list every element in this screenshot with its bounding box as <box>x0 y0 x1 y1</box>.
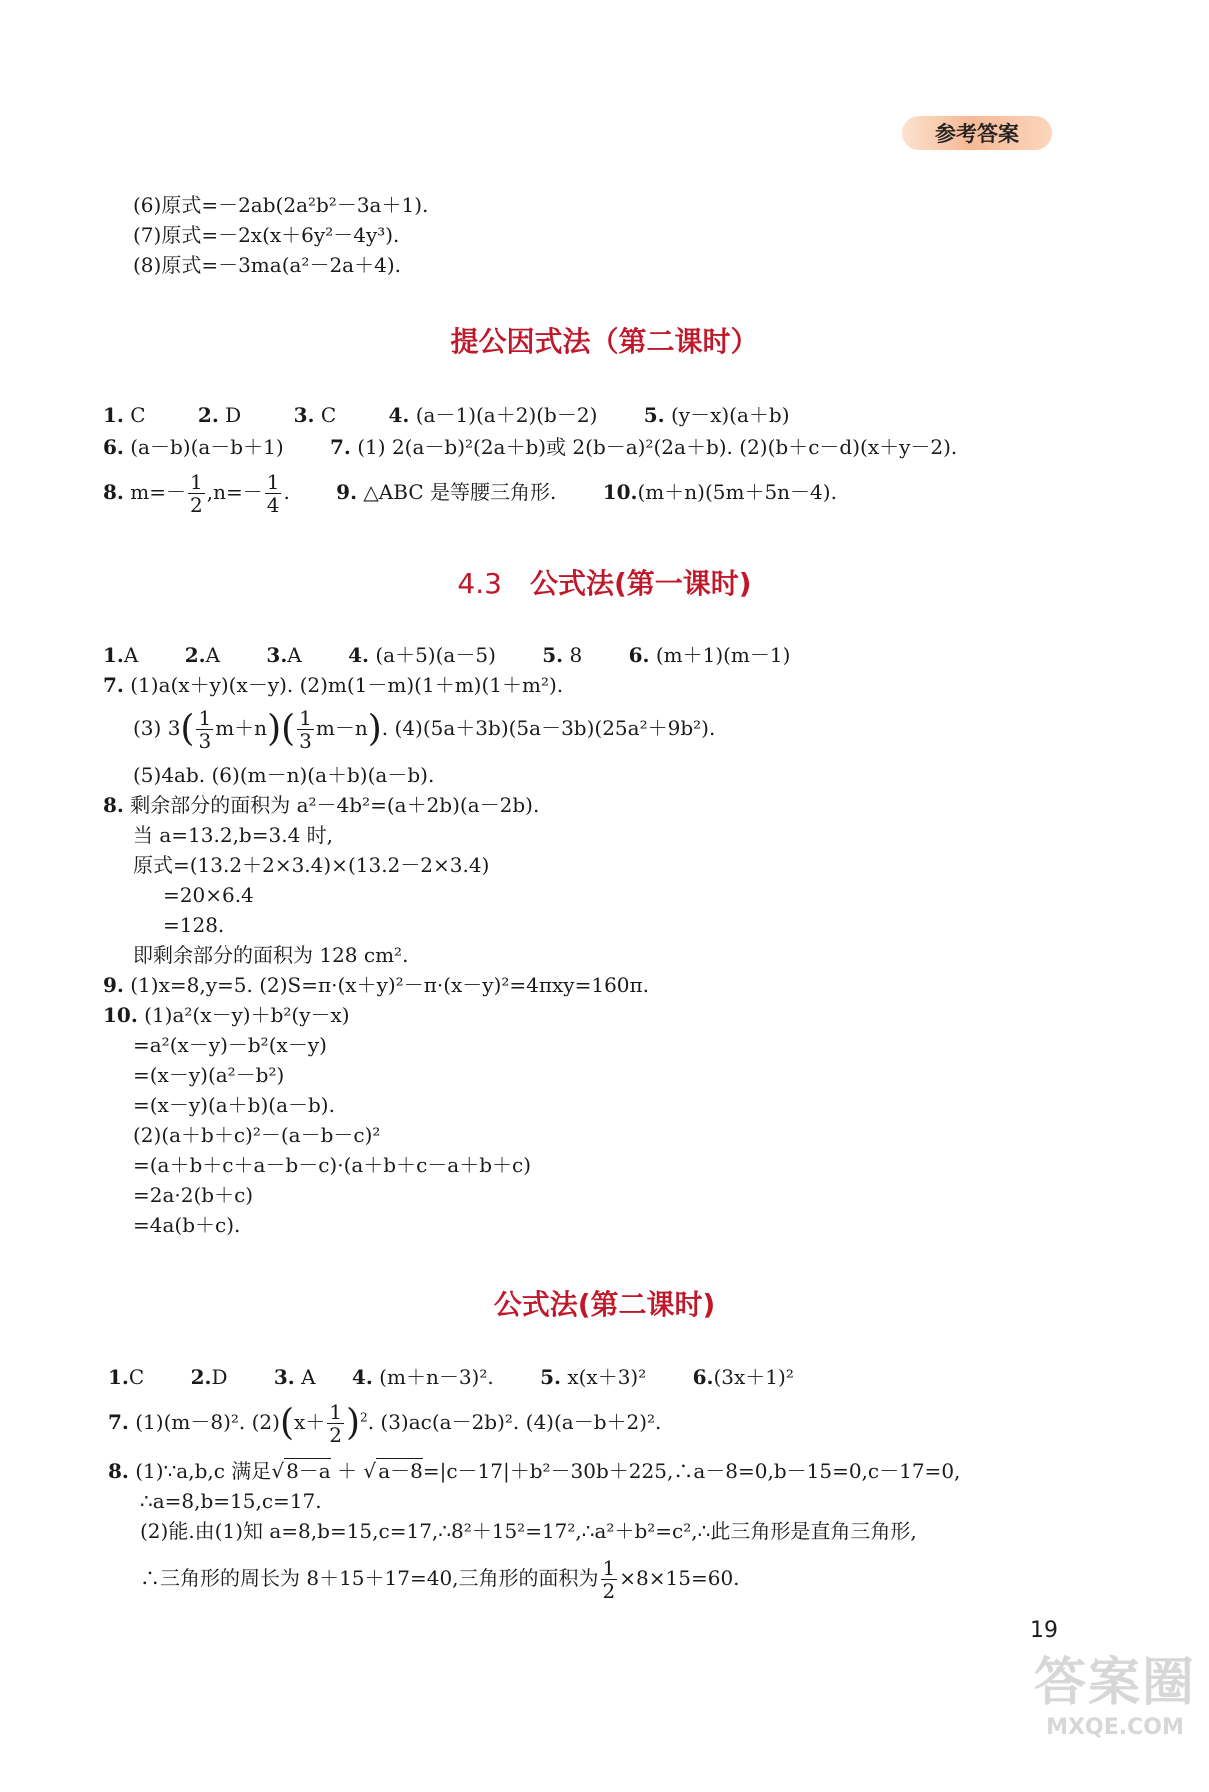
answer-line: =20×6.4 <box>163 883 254 907</box>
answer-line: 即剩余部分的面积为 128 cm². <box>133 943 409 967</box>
answer-line: (3) 3( $\frac{1}{3}$ m＋n)( $\frac{1}{3}$ m－n). (4)(5a＋3b)(5a－3b)(25a²＋9b²). <box>133 706 716 753</box>
answer-line: =a²(x－y)－b²(x－y) <box>133 1033 327 1057</box>
answer-line: =(a＋b＋c＋a－b－c)·(a＋b＋c－a＋b＋c) <box>133 1153 532 1177</box>
answer-line: ∴a=8,b=15,c=17. <box>140 1489 322 1513</box>
answer-line: 1.C 2.D 3. A 4. (m＋n－3)². 5. x(x＋3)² 6.(3x＋1)² <box>108 1365 794 1389</box>
answer-line: 9. (1)x=8,y=5. (2)S=π·(x＋y)²－π·(x－y)²=4πxy=160π. <box>103 973 650 997</box>
answer-line: 原式=(13.2＋2×3.4)×(13.2－2×3.4) <box>133 853 490 877</box>
page-number: 19 <box>1030 1618 1058 1643</box>
answer-line: =128. <box>163 913 225 937</box>
watermark-logo: 答案圈 MXQE.COM <box>1033 1653 1196 1740</box>
answer-line: 7. (1)(m－8)². (2)(x＋ $\frac{1}{2}$ )$^2$. (3)ac(a－2b)². (4)(a－b＋2)². <box>108 1400 662 1447</box>
answer-line: 10. (1)a²(x－y)＋b²(y－x) <box>103 1003 350 1027</box>
answer-line: (5)4ab. (6)(m－n)(a＋b)(a－b). <box>133 763 435 787</box>
answer-line: 8. m=－ $\frac{1}{2}$ ,n=－ $\frac{1}{4}$ . 9. △ABC 是等腰三角形. 10.(m＋n)(5m＋5n－4). <box>103 470 837 517</box>
answer-line: =4a(b＋c). <box>133 1213 241 1237</box>
answer-line: ∴三角形的周长为 8＋15＋17=40,三角形的面积为 $\frac{1}{2}$ ×8×15=60. <box>140 1556 740 1603</box>
answer-line: 1. C 2. D 3. C 4. (a－1)(a＋2)(b－2) 5. (y－x)(a＋b) <box>103 403 790 427</box>
answer-line: (2)能.由(1)知 a=8,b=15,c=17,∴8²＋15²=17²,∴a²＋b²=c²,∴此三角形是直角三角形, <box>140 1519 917 1543</box>
answer-line: 7. (1)a(x＋y)(x－y). (2)m(1－m)(1＋m)(1＋m²). <box>103 673 564 697</box>
answer-key-badge: 参考答案 <box>902 116 1052 150</box>
answer-line: 6. (a－b)(a－b＋1) 7. (1) 2(a－b)²(2a＋b)或 2(b－a)²(2a＋b). (2)(b＋c－d)(x＋y－2). <box>103 435 958 459</box>
section-title: 提公因式法（第二课时） <box>450 325 759 358</box>
answer-line: 8. (1)∵a,b,c 满足√ 8－a ＋ √ a－8=|c－17|＋b²－30b＋225,∴a－8=0,b－15=0,c－17=0, <box>108 1459 961 1483</box>
answer-line: (7)原式=－2x(x＋6y²－4y³). <box>133 223 400 247</box>
section-title: 公式法(第二课时) <box>493 1288 716 1321</box>
answer-line: (2)(a＋b＋c)²－(a－b－c)² <box>133 1123 381 1147</box>
section-title: 4.3 公式法(第一课时) <box>457 567 752 600</box>
answer-line: 8. 剩余部分的面积为 a²－4b²=(a＋2b)(a－2b). <box>103 793 540 817</box>
answer-line: 当 a=13.2,b=3.4 时, <box>133 823 334 847</box>
answer-line: =(x－y)(a²－b²) <box>133 1063 285 1087</box>
answer-line: (8)原式=－3ma(a²－2a＋4). <box>133 253 401 277</box>
answer-line: =(x－y)(a＋b)(a－b). <box>133 1093 335 1117</box>
answer-line: (6)原式=－2ab(2a²b²－3a＋1). <box>133 193 429 217</box>
answer-line: 1.A 2.A 3.A 4. (a＋5)(a－5) 5. 8 6. (m＋1)(m－1) <box>103 643 791 667</box>
answer-line: =2a·2(b＋c) <box>133 1183 254 1207</box>
